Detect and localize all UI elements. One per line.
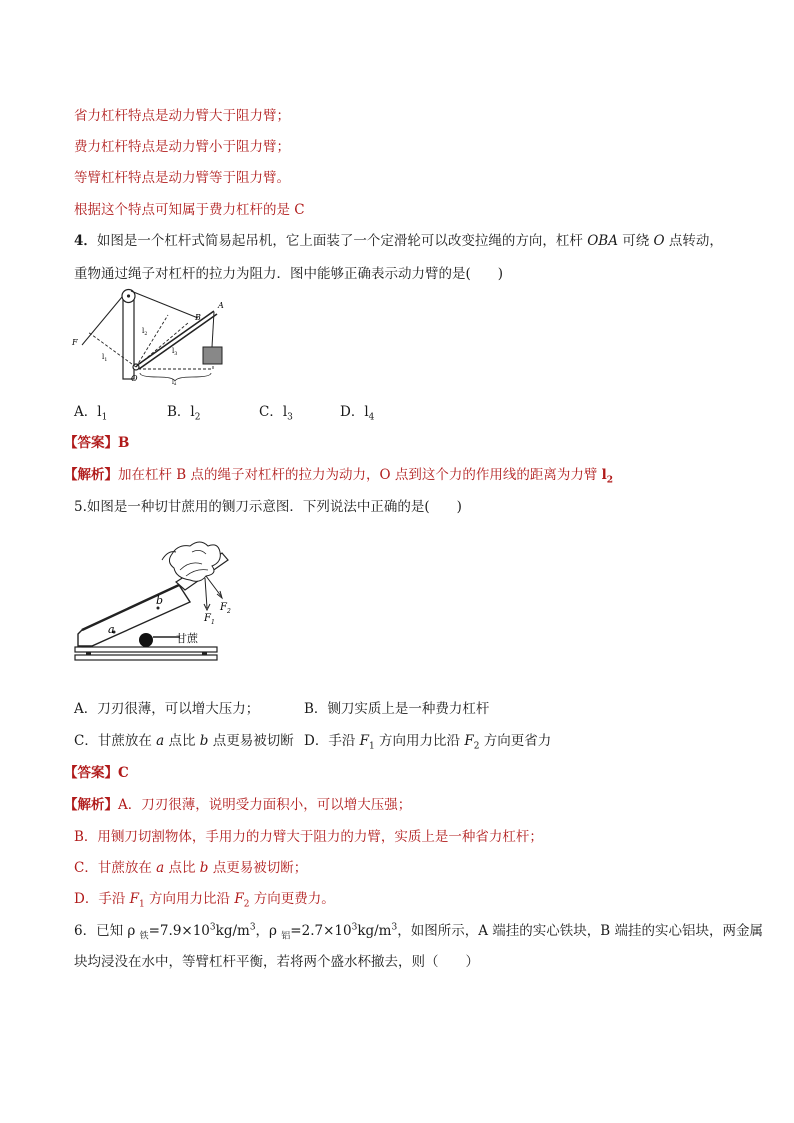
q4-analysis: 【解析】加在杠杆 B 点的绳子对杠杆的拉力为动力，O 点到这个力的作用线的距离为力臂 $l_2$ (64, 467, 614, 486)
q4-option-c[interactable]: C．$l_3$ (259, 404, 293, 423)
label-B: B (195, 313, 201, 322)
q4-number: 4． (74, 233, 97, 249)
analysis-line-1: 省力杠杆特点是动力臂大于阻力臂； (74, 108, 290, 124)
label-l3: $l_3$ (172, 347, 178, 357)
q5-option-b[interactable]: B．铡刀实质上是一种费力杠杆 (304, 701, 490, 717)
q5-analysis-4: D．手沿 $F_1$ 方向用力比沿 $F_2$ 方向更费力。 (74, 891, 335, 910)
q5-stem: 5.如图是一种切甘蔗用的铡刀示意图．下列说法中正确的是( ) (74, 499, 462, 515)
label-O: O (131, 374, 138, 383)
q4-stem-line2: 重物通过绳子对杠杆的拉力为阻力．图中能够正确表示动力臂的是( ) (74, 266, 504, 282)
label-A: A (218, 301, 224, 310)
q5-analysis-1: 【解析】A．刀刃很薄，说明受力面积小，可以增大压强； (64, 797, 412, 813)
q5-analysis-3: C．甘蔗放在 a 点比 b 点更易被切断； (74, 860, 308, 876)
q6-stem-line1: 6．已知 ρ $_铁=7.9\times 10^3kg/m^3$，ρ $_铝=2.7\times 10^3kg/m^3$，如图所示，A 端挂的实心铁块，B 端挂的实心铝块，两金属 (74, 922, 763, 942)
q4-option-a[interactable]: A．$l_1$ (74, 404, 108, 423)
label-F1: $F_1$ (204, 613, 215, 626)
q6-stem-line2: 块均浸没在水中，等臂杠杆平衡，若将两个盛水杯撤去，则（ ） (74, 954, 479, 970)
q4-crane-figure (68, 285, 238, 385)
label-l4: $l_4$ (172, 379, 177, 385)
analysis-line-2: 费力杠杆特点是动力臂小于阻力臂； (74, 139, 290, 155)
label-F: F (72, 338, 78, 347)
q5-option-a[interactable]: A．刀刃很薄，可以增大压力； (74, 701, 260, 717)
q4-answer: 【答案】B (64, 435, 130, 451)
label-l2: $l_2$ (142, 327, 148, 337)
label-b: b (156, 594, 164, 607)
q5-option-c[interactable]: C．甘蔗放在 a 点比 b 点更易被切断 (74, 733, 294, 749)
label-l1: $l_1$ (102, 353, 108, 363)
label-a: a (108, 623, 115, 636)
q5-answer: 【答案】C (64, 765, 129, 781)
analysis-line-3: 等臂杠杆特点是动力臂等于阻力臂。 (74, 170, 290, 186)
q4-stem-line1: 4．如图是一个杠杆式简易起吊机，它上面装了一个定滑轮可以改变拉绳的方向，杠杆 OBA 可绕 O 点转动， (74, 233, 723, 249)
q5-cutter-figure (72, 530, 232, 672)
analysis-line-4: 根据这个特点可知属于费力杠杆的是 C (74, 202, 305, 218)
q5-option-d[interactable]: D．手沿 $F_1$ 方向用力比沿 $F_2$ 方向更省力 (304, 733, 552, 752)
label-F2: $F_2$ (220, 602, 231, 615)
q4-option-b[interactable]: B．$l_2$ (167, 404, 201, 423)
q4-option-d[interactable]: D．$l_4$ (340, 404, 375, 423)
label-sugarcane: 甘蔗 (176, 633, 198, 645)
q5-analysis-2: B．用铡刀切割物体，手用力的力臂大于阻力的力臂，实质上是一种省力杠杆； (74, 829, 543, 845)
